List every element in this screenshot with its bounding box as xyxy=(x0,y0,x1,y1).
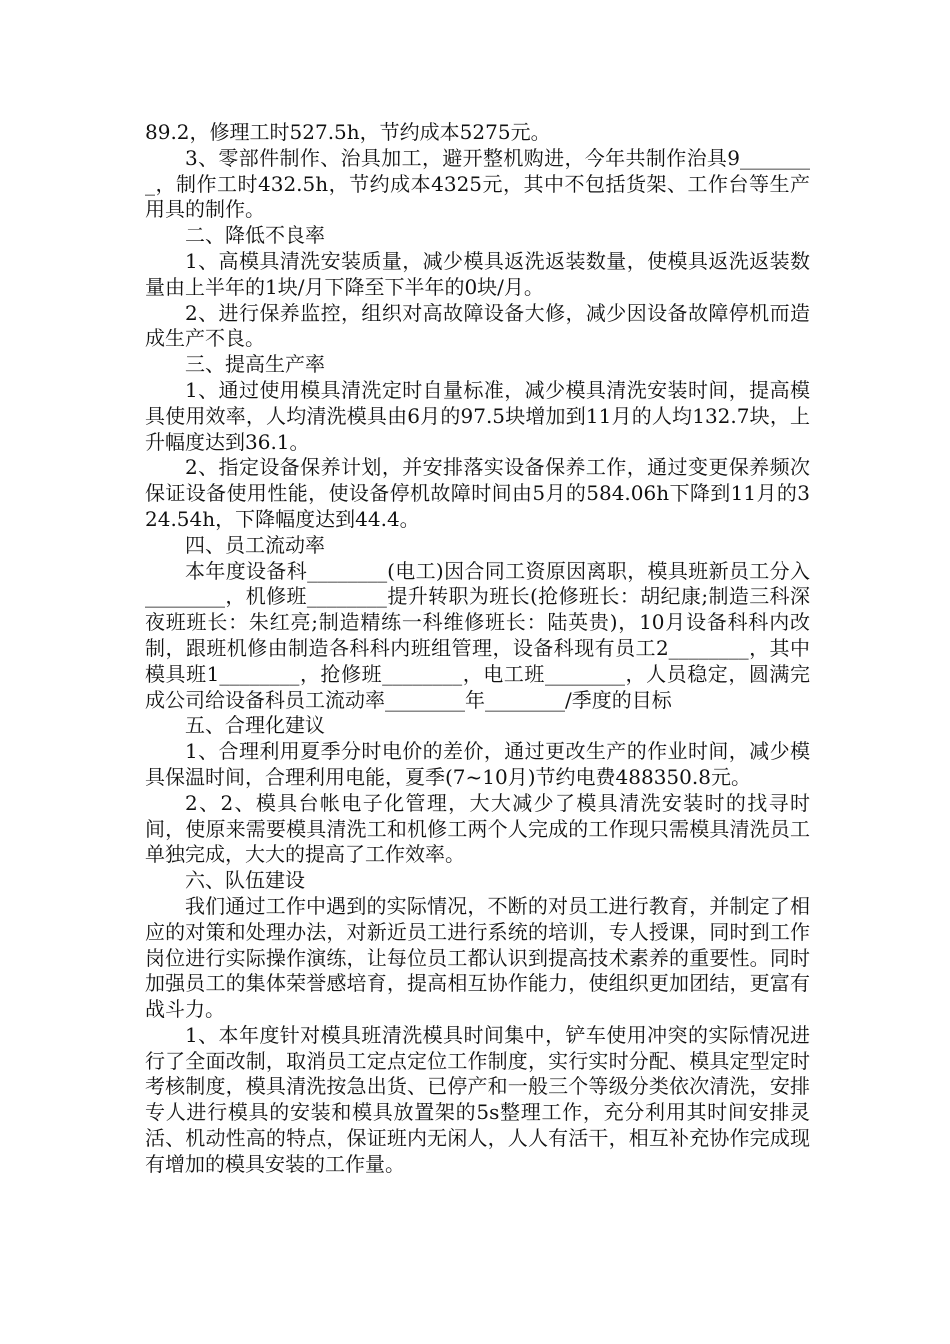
paragraph-mold-team-reform: 1、本年度针对模具班清洗模具时间集中，铲车使用冲突的实际情况进行了全面改制，取消员工定点定位工作制度，实行实时分配、模具定型定时考核制度，模具清洗按急出货、已停产和一般三个等级分类依次清洗，安排专人进行模具的安装和模具放置架的5s整理工作，充分利用其时间安排灵活、机动性高的特点，保证班内无闲人，人人有活干，相互补充协作完成现有增加的模具安装的工作量。 xyxy=(145,1022,810,1176)
paragraph-mold-ledger: 2、2、模具台帐电子化管理，大大减少了模具清洗安装时的找寻时间，使原来需要模具清洗工和机修工两个人完成的工作现只需模具清洗员工单独完成，大大的提高了工作效率。 xyxy=(145,790,810,867)
paragraph-cleaning-efficiency: 1、通过使用模具清洗定时自量标准，减少模具清洗安装时间，提高模具使用效率，人均清洗模具由6月的97.5块增加到11月的人均132.7块，上升幅度达到36.1。 xyxy=(145,377,810,454)
paragraph-staff-changes: 本年度设备科________(电工)因合同工资原因离职，模具班新员工分入________，机修班________提升转职为班长(抢修班长：胡纪康;制造三科深夜班班长：朱红亮;制造精练一科维修班长：陆英贵)，10月设备科科内改制，跟班机修由制造各科科内班组管理，设备科现有员工2________，其中模具班1________，抢修班________，电工班________，人员稳定，圆满完成公司给设备科员工流动率________年________/季度的目标 xyxy=(145,558,810,712)
paragraph-maintenance-monitoring: 2、进行保养监控，组织对高故障设备大修，减少因设备故障停机而造成生产不良。 xyxy=(145,300,810,351)
section-heading-defect-rate: 二、降低不良率 xyxy=(185,223,325,248)
paragraph-staff-training: 我们通过工作中遇到的实际情况，不断的对员工进行教育，并制定了相应的对策和处理办法，对新近员工进行系统的培训，专人授课，同时到工作岗位进行实际操作演练，让每位员工都认识到提高技术素养的重要性。同时加强员工的集体荣誉感培育，提高相互协作能力，使组织更加团结，更富有战斗力。 xyxy=(145,893,810,1022)
section-heading-productivity: 三、提高生产率 xyxy=(185,352,325,377)
paragraph-mold-cleaning-quality: 1、高模具清洗安装质量，减少模具返洗返装数量，使模具返洗返装数量由上半年的1块/月下降至下半年的0块/月。 xyxy=(145,248,810,299)
paragraph-cost-savings-continued: 89.2，修理工时527.5h，节约成本5275元。 xyxy=(145,120,551,144)
document-body xyxy=(145,120,810,1178)
paragraph-maintenance-plan: 2、指定设备保养计划，并安排落实设备保养工作，通过变更保养频次保证设备使用性能，使设备停机故障时间由5月的584.06h下降到11月的324.54h，下降幅度达到44.4。 xyxy=(145,455,810,531)
paragraph-electricity-savings: 1、合理利用夏季分时电价的差价，通过更改生产的作业时间，减少模具保温时间，合理利用电能，夏季(7~10月)节约电费488350.8元。 xyxy=(145,739,810,789)
paragraph-fixture-making: 3、零部件制作、治具加工，避开整机购进，今年共制作治具9________，制作工时432.5h，节约成本4325元，其中不包括货架、工作台等生产用具的制作。 xyxy=(145,145,810,222)
section-heading-staff-turnover: 四、员工流动率 xyxy=(185,532,325,557)
section-heading-team-building: 六、队伍建设 xyxy=(185,868,305,893)
section-heading-suggestions: 五、合理化建议 xyxy=(185,713,325,738)
